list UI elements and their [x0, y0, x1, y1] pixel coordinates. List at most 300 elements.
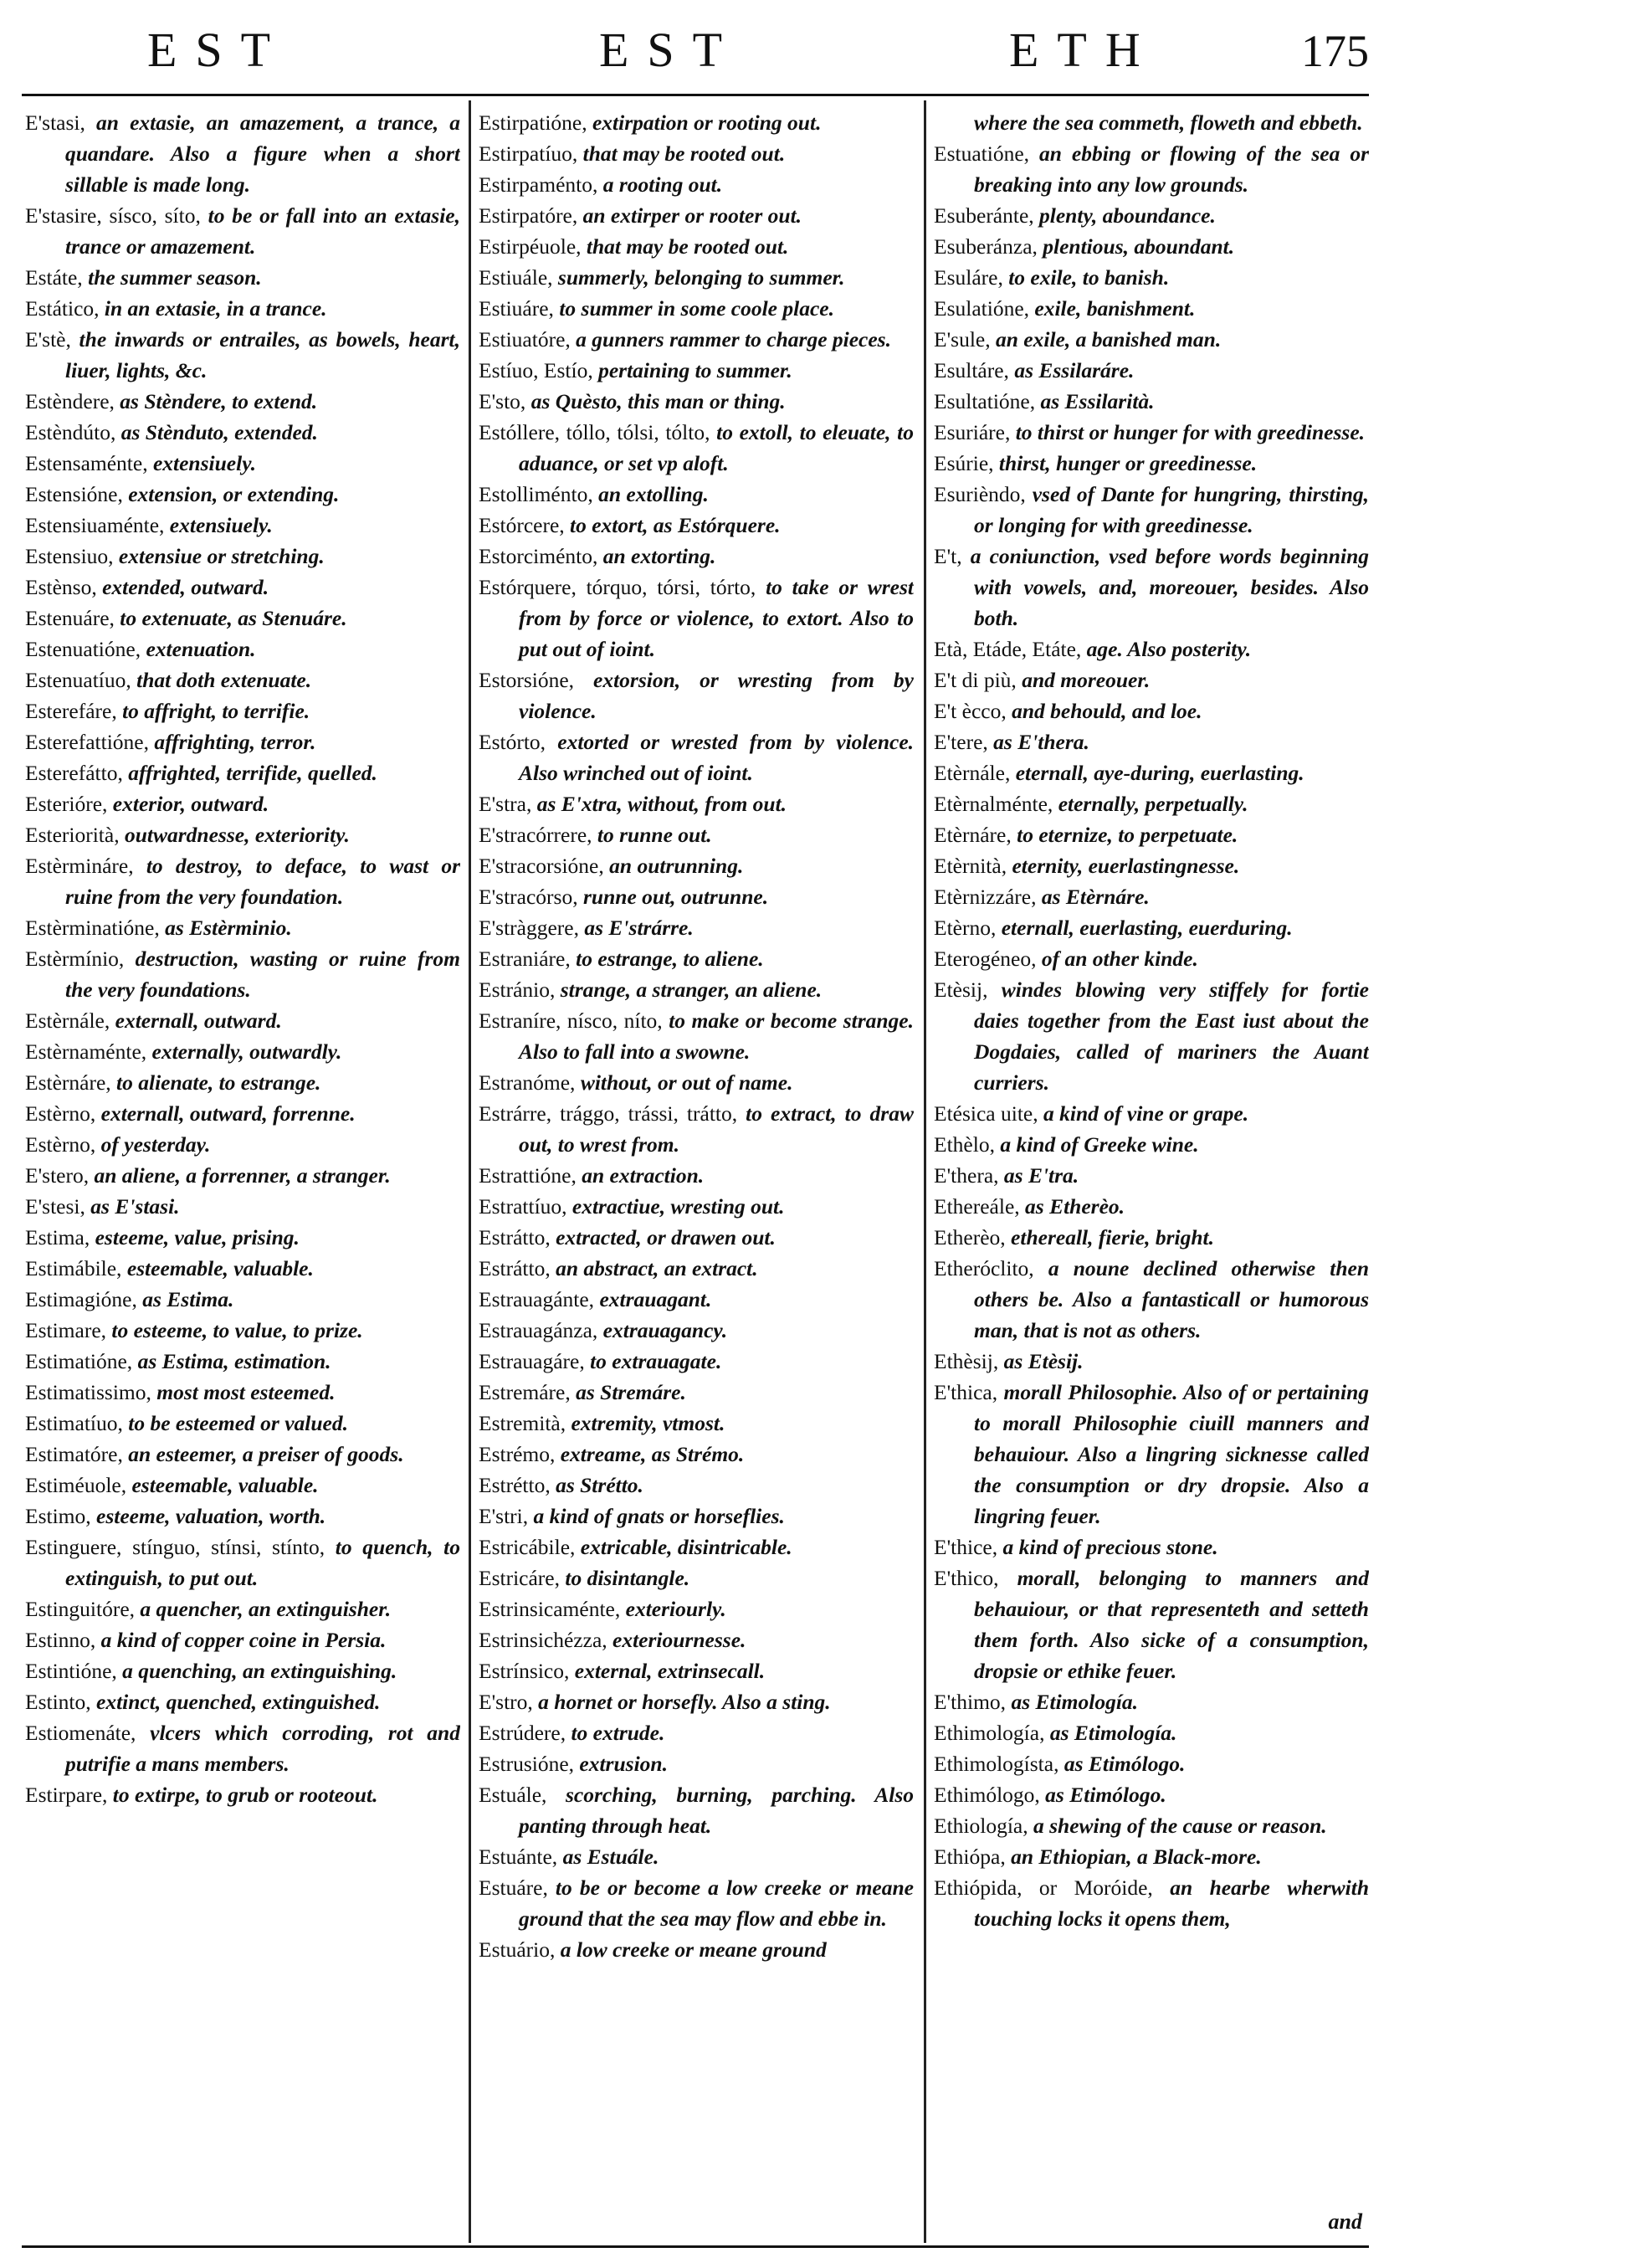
dictionary-entry	[25, 1439, 460, 1470]
dictionary-entry	[934, 386, 1369, 417]
dictionary-entry	[25, 1036, 460, 1067]
entry-headword: Estirpatóre,	[479, 203, 578, 228]
entry-definition: exteriourly.	[625, 1597, 726, 1621]
entry-headword: Estirpatíuo,	[479, 141, 578, 166]
entry-headword: Estrárre, trággo, trássi, trátto,	[479, 1101, 738, 1126]
dictionary-entry	[479, 262, 914, 293]
dictionary-entry	[479, 1624, 914, 1655]
dictionary-entry	[479, 1005, 914, 1067]
entry-headword: Ethiología,	[934, 1814, 1028, 1838]
entry-definition: exteriournesse.	[612, 1628, 746, 1652]
entry-headword: Estimo,	[25, 1504, 91, 1528]
entry-headword: Estiméuole,	[25, 1473, 127, 1497]
entry-definition: externall, outward, forrenne.	[100, 1101, 356, 1126]
entry-headword: Ethèlo,	[934, 1132, 995, 1157]
dictionary-entry	[934, 1129, 1369, 1160]
dictionary-entry	[934, 634, 1369, 664]
entry-headword: Esuberánza,	[934, 234, 1038, 259]
entry-headword: Ethimólogo,	[934, 1783, 1040, 1807]
dictionary-entry	[479, 1160, 914, 1191]
entry-headword: Estiuatóre,	[479, 327, 571, 351]
dictionary-entry	[934, 479, 1369, 541]
entry-definition: externally, outwardly.	[151, 1039, 342, 1064]
entry-headword: Estènso,	[25, 575, 97, 599]
entry-definition: a low creeke or meane ground	[560, 1937, 827, 1962]
dictionary-entry	[479, 1098, 914, 1160]
dictionary-entry	[479, 355, 914, 386]
entry-definition: of an other kinde.	[1041, 947, 1198, 971]
entry-headword: E'stasi,	[25, 110, 85, 135]
dictionary-entry	[934, 200, 1369, 231]
entry-headword: Etèrnizzáre,	[934, 885, 1037, 909]
entry-definition: extractiue, wresting out.	[571, 1194, 785, 1219]
dictionary-entry	[479, 1439, 914, 1470]
dictionary-entry	[25, 1005, 460, 1036]
entry-definition: to extract, to draw out, to wrest from.	[519, 1101, 914, 1157]
dictionary-entry	[479, 386, 914, 417]
entry-headword: Estrémo,	[479, 1442, 556, 1466]
entry-definition: extrauagant.	[599, 1287, 712, 1311]
dictionary-entry	[25, 603, 460, 634]
dictionary-entry	[934, 664, 1369, 695]
entry-definition: exile, banishment.	[1034, 296, 1196, 321]
catchword: and	[1328, 2209, 1362, 2234]
header-word-left: EST	[147, 23, 290, 77]
dictionary-entry	[934, 355, 1369, 386]
entry-definition: as Essilarità.	[1040, 389, 1155, 413]
entry-headword: E'stè,	[25, 327, 71, 351]
entry-definition: a quencher, an extinguisher.	[140, 1597, 392, 1621]
entry-definition: extrauagancy.	[602, 1318, 728, 1342]
entry-definition: an outrunning.	[609, 854, 744, 878]
entry-headword: Estenuáre,	[25, 606, 115, 630]
entry-definition: to summer in some coole place.	[559, 296, 834, 321]
entry-headword: E'stra,	[479, 792, 532, 816]
dictionary-entry	[479, 1593, 914, 1624]
dictionary-entry	[25, 1377, 460, 1408]
entry-headword: Etèrno,	[934, 916, 997, 940]
entry-definition: to destroy, to deface, to wast or ruine from the very foundation.	[65, 854, 460, 909]
entry-headword: Estraniáre,	[479, 947, 571, 971]
dictionary-entry	[479, 726, 914, 788]
entry-definition: a gunners rammer to charge pieces.	[576, 327, 891, 351]
dictionary-entry	[934, 1253, 1369, 1346]
entry-headword: Estranóme,	[479, 1070, 576, 1095]
entry-definition: esteemable, valuable.	[126, 1256, 314, 1280]
dictionary-entry	[25, 1346, 460, 1377]
entry-headword: Estinto,	[25, 1690, 91, 1714]
entry-definition: plenty, aboundance.	[1039, 203, 1216, 228]
dictionary-entry	[25, 386, 460, 417]
entry-headword: Ethiópida, or Moróide,	[934, 1875, 1153, 1900]
dictionary-entry	[25, 912, 460, 943]
entry-headword: Estuário,	[479, 1937, 556, 1962]
entry-headword: Etèrnále,	[934, 761, 1011, 785]
entry-headword: E'stesi,	[25, 1194, 85, 1219]
entry-definition: extracted, or drawen out.	[556, 1225, 776, 1249]
entry-headword: Esterefáre,	[25, 699, 117, 723]
dictionary-entry	[479, 1686, 914, 1717]
dictionary-entry	[25, 1191, 460, 1222]
dictionary-entry	[479, 107, 914, 138]
dictionary-entry	[934, 1191, 1369, 1222]
entry-headword: Esterióre,	[25, 792, 108, 816]
dictionary-entry	[25, 417, 460, 448]
entry-definition: a hornet or horsefly. Also a sting.	[538, 1690, 831, 1714]
entry-headword: Estuáre,	[479, 1875, 548, 1900]
entry-headword: Estorsióne,	[479, 668, 575, 692]
dictionary-entry	[25, 510, 460, 541]
entry-definition: as Estima.	[142, 1287, 234, 1311]
entry-definition: as Etimólogo.	[1064, 1752, 1186, 1776]
dictionary-entry	[934, 1377, 1369, 1532]
dictionary-entry	[934, 1717, 1369, 1748]
dictionary-entry	[25, 1253, 460, 1284]
entry-definition: as Estima, estimation.	[137, 1349, 331, 1373]
entry-headword: Estrinsichézza,	[479, 1628, 607, 1652]
entry-headword: Etèsij,	[934, 977, 988, 1002]
entry-headword: Estuále,	[479, 1783, 547, 1807]
dictionary-entry	[479, 1222, 914, 1253]
dictionary-entry	[25, 726, 460, 757]
entry-definition: a kind of vine or grape.	[1043, 1101, 1249, 1126]
dictionary-entry	[934, 262, 1369, 293]
entry-definition: eternity, euerlastingnesse.	[1012, 854, 1240, 878]
entry-definition: ethereall, fierie, bright.	[1011, 1225, 1214, 1249]
entry-definition: externall, outward.	[115, 1008, 282, 1033]
entry-headword: Estèrno,	[25, 1101, 96, 1126]
entry-definition: extinct, quenched, extinguished.	[96, 1690, 381, 1714]
dictionary-entry	[479, 1841, 914, 1872]
dictionary-entry	[25, 1655, 460, 1686]
entry-headword: Estimagióne,	[25, 1287, 137, 1311]
entry-definition: outwardnesse, exteriority.	[124, 823, 350, 847]
entry-headword: Estimábile,	[25, 1256, 122, 1280]
entry-definition: and behould, and loe.	[1012, 699, 1202, 723]
dictionary-entry	[934, 1841, 1369, 1872]
entry-definition: eternall, aye-during, euerlasting.	[1015, 761, 1304, 785]
dictionary-entry	[25, 1470, 460, 1501]
entry-definition: extirpation or rooting out.	[592, 110, 822, 135]
entry-definition: the summer season.	[88, 265, 262, 290]
dictionary-entry	[934, 757, 1369, 788]
dictionary-entry	[25, 1593, 460, 1624]
entry-headword: E'thera,	[934, 1163, 999, 1188]
column-divider-1	[469, 100, 471, 2243]
entry-headword: E'stracórrere,	[479, 823, 592, 847]
entry-definition: to extirpe, to grub or rooteout.	[112, 1783, 378, 1807]
entry-headword: Esultáre,	[934, 358, 1009, 382]
entry-definition: to disintangle.	[565, 1566, 690, 1590]
entry-definition: esteeme, valuation, worth.	[96, 1504, 326, 1528]
entry-headword: Esuriáre,	[934, 420, 1011, 444]
dictionary-entry	[25, 324, 460, 386]
dictionary-entry	[25, 695, 460, 726]
entry-headword: Ethereále,	[934, 1194, 1020, 1219]
dictionary-entry	[479, 1346, 914, 1377]
dictionary-entry	[934, 881, 1369, 912]
dictionary-entry	[479, 510, 914, 541]
entry-headword: Estrátto,	[479, 1225, 551, 1249]
dictionary-entry	[25, 448, 460, 479]
dictionary-entry	[25, 1686, 460, 1717]
entry-definition: a shewing of the cause or reason.	[1033, 1814, 1327, 1838]
dictionary-entry	[25, 1284, 460, 1315]
dictionary-entry	[479, 1253, 914, 1284]
entry-headword: E't,	[934, 544, 962, 568]
entry-definition: as Estèrminio.	[165, 916, 292, 940]
column-divider-2	[924, 100, 926, 2243]
entry-definition: extensiuely.	[169, 513, 273, 537]
entry-headword: Estrínsico,	[479, 1659, 570, 1683]
entry-headword: Estorciménto,	[479, 544, 598, 568]
dictionary-entry	[479, 1377, 914, 1408]
entry-definition: without, or out of name.	[580, 1070, 793, 1095]
entry-headword: Etèrnalménte,	[934, 792, 1053, 816]
entry-definition: a kind of copper coine in Persia.	[100, 1628, 387, 1652]
entry-definition: pertaining to summer.	[598, 358, 792, 382]
entry-headword: E't di più,	[934, 668, 1017, 692]
dictionary-entry	[479, 850, 914, 881]
dictionary-entry	[25, 1129, 460, 1160]
entry-headword: Estrauagánte,	[479, 1287, 595, 1311]
entry-definition: extorsion, or wresting from by violence.	[519, 668, 914, 723]
entry-definition: esteeme, value, prising.	[95, 1225, 300, 1249]
entry-definition: plentious, aboundant.	[1043, 234, 1235, 259]
entry-headword: Estirpaménto,	[479, 172, 598, 197]
entry-headword: E'stero,	[25, 1163, 90, 1188]
entry-headword: Ethimologísta,	[934, 1752, 1059, 1776]
dictionary-entry	[934, 541, 1369, 634]
entry-definition: as Etèsij.	[1003, 1349, 1084, 1373]
dictionary-entry	[25, 1098, 460, 1129]
entry-definition: as E'stasi.	[90, 1194, 180, 1219]
running-header	[22, 17, 1369, 92]
entry-definition: as Stèndere, to extend.	[120, 389, 318, 413]
dictionary-entry	[25, 1315, 460, 1346]
entry-definition: vsed of Dante for hungring, thirsting, or longing for with greedinesse.	[974, 482, 1369, 537]
entry-definition: as Etimología.	[1011, 1690, 1139, 1714]
dictionary-entry	[934, 1098, 1369, 1129]
entry-headword: Estrattióne,	[479, 1163, 577, 1188]
header-word-center: EST	[599, 23, 741, 77]
entry-definition: to be or become a low creeke or meane ground that the sea may flow and ebbe in.	[519, 1875, 914, 1931]
entry-definition: as E'thera.	[993, 730, 1089, 754]
entry-definition: an extraction.	[582, 1163, 705, 1188]
dictionary-entry	[479, 324, 914, 355]
entry-definition: to be or fall into an extasie, trance or amazement.	[65, 203, 460, 259]
entry-headword: Estimatíuo,	[25, 1411, 123, 1435]
entry-definition: as Etherèo.	[1025, 1194, 1125, 1219]
entry-headword: E'stri,	[479, 1504, 529, 1528]
dictionary-entry	[479, 788, 914, 819]
dictionary-entry	[25, 634, 460, 664]
entry-headword: Esterefattióne,	[25, 730, 149, 754]
dictionary-entry	[479, 200, 914, 231]
dictionary-entry	[934, 107, 1369, 138]
entry-definition: to be esteemed or valued.	[128, 1411, 348, 1435]
dictionary-entry	[479, 1934, 914, 1965]
dictionary-entry	[934, 943, 1369, 974]
entry-definition: in an extasie, in a trance.	[104, 296, 327, 321]
entry-definition: that doth extenuate.	[136, 668, 312, 692]
entry-headword: Esuláre,	[934, 265, 1003, 290]
entry-definition: a kind of gnats or horseflies.	[533, 1504, 785, 1528]
dictionary-entry	[25, 943, 460, 1005]
dictionary-entry	[934, 448, 1369, 479]
entry-headword: E'stràggere,	[479, 916, 579, 940]
entry-definition: to make or become strange. Also to fall into a swowne.	[519, 1008, 914, 1064]
entry-headword: Estíuo, Estío,	[479, 358, 593, 382]
dictionary-entry	[25, 757, 460, 788]
entry-definition: extensiuely.	[152, 451, 256, 475]
entry-headword: Estrusióne,	[479, 1752, 575, 1776]
entry-definition: to eternize, to perpetuate.	[1017, 823, 1238, 847]
dictionary-entry	[934, 695, 1369, 726]
entry-headword: E'stro,	[479, 1690, 533, 1714]
dictionary-entry	[479, 138, 914, 169]
entry-definition: to esteeme, to value, to prize.	[111, 1318, 363, 1342]
dictionary-entry	[934, 1686, 1369, 1717]
entry-definition: as Estuále.	[562, 1845, 659, 1869]
dictionary-entry	[25, 200, 460, 262]
dictionary-entry	[934, 1346, 1369, 1377]
dictionary-entry	[479, 1779, 914, 1841]
entry-headword: Estinguere, stínguo, stínsi, stínto,	[25, 1535, 325, 1559]
entry-headword: Estóllere, tóllo, tólsi, tólto,	[479, 420, 710, 444]
entry-headword: Estèndere,	[25, 389, 115, 413]
dictionary-entry	[25, 664, 460, 695]
dictionary-entry	[479, 1284, 914, 1315]
entry-definition: the inwards or entrailes, as bowels, heart, liuer, lights, &c.	[65, 327, 460, 382]
entry-headword: E'thice,	[934, 1535, 998, 1559]
entry-definition: to affright, to terrifie.	[122, 699, 310, 723]
entry-headword: Estensiuaménte,	[25, 513, 165, 537]
entry-definition: esteemable, valuable.	[131, 1473, 319, 1497]
dictionary-entry	[934, 1222, 1369, 1253]
entry-headword: Estirpatióne,	[479, 110, 587, 135]
dictionary-entry	[479, 1562, 914, 1593]
dictionary-entry	[479, 912, 914, 943]
entry-definition: an ebbing or flowing of the sea or breaking into any low grounds.	[974, 141, 1369, 197]
entry-definition: affrighted, terrifide, quelled.	[128, 761, 377, 785]
entry-headword: Ethiópa,	[934, 1845, 1006, 1869]
entry-definition: extrusion.	[579, 1752, 668, 1776]
dictionary-entry	[25, 1160, 460, 1191]
entry-definition: windes blowing very stiffely for fortie daies together from the East iust about the Dogdaies, called of mariners the Auant curriers.	[974, 977, 1369, 1095]
entry-definition: morall Philosophie. Also of or pertaining to morall Philosophie ciuill manners and behauiour. Also a lingring sicknesse called the consumption or dry dropsie. Also a lingring feuer.	[974, 1380, 1369, 1528]
dictionary-entry	[479, 1470, 914, 1501]
dictionary-entry	[25, 1717, 460, 1779]
entry-headword: Estraníre, nísco, níto,	[479, 1008, 663, 1033]
entry-definition: extensiue or stretching.	[118, 544, 325, 568]
entry-definition: eternally, perpetually.	[1058, 792, 1248, 816]
entry-headword: Etèrnità,	[934, 854, 1007, 878]
dictionary-entry	[934, 819, 1369, 850]
dictionary-entry	[25, 1532, 460, 1593]
entry-headword: Estensióne,	[25, 482, 123, 506]
dictionary-entry	[934, 1810, 1369, 1841]
entry-headword: Estirpéuole,	[479, 234, 582, 259]
entry-headword: Estenuatióne,	[25, 637, 141, 661]
entry-definition: to extort, as Estórquere.	[570, 513, 781, 537]
entry-headword: Estenuatíuo,	[25, 668, 131, 692]
entry-definition: to quench, to extinguish, to put out.	[65, 1535, 460, 1590]
entry-headword: Etésica uite,	[934, 1101, 1038, 1126]
dictionary-entry	[479, 541, 914, 572]
dictionary-entry	[934, 974, 1369, 1098]
entry-headword: E'stasire, sísco, síto,	[25, 203, 201, 228]
dictionary-entry	[479, 974, 914, 1005]
entry-definition: as Etèrnáre.	[1041, 885, 1150, 909]
entry-headword: Ethimología,	[934, 1721, 1045, 1745]
dictionary-entry	[934, 417, 1369, 448]
entry-definition: to thirst or hunger for with greedinesse.	[1015, 420, 1366, 444]
entry-headword: Estintióne,	[25, 1659, 117, 1683]
dictionary-entry	[479, 293, 914, 324]
entry-headword: E'stracórso,	[479, 885, 578, 909]
entry-headword: Estremità,	[479, 1411, 566, 1435]
column-3	[934, 107, 1369, 2237]
dictionary-entry	[934, 1532, 1369, 1562]
dictionary-entry	[934, 912, 1369, 943]
entry-headword: Estránio,	[479, 977, 556, 1002]
entry-headword: Esulatióne,	[934, 296, 1030, 321]
dictionary-entry	[934, 293, 1369, 324]
dictionary-entry	[479, 1191, 914, 1222]
entry-definition: to estrange, to aliene.	[576, 947, 764, 971]
entry-definition: an exile, a banished man.	[996, 327, 1222, 351]
entry-headword: Estinguitóre,	[25, 1597, 136, 1621]
entry-headword: Estimatióne,	[25, 1349, 133, 1373]
entry-definition: exterior, outward.	[112, 792, 269, 816]
entry-definition: runne out, outrunne.	[582, 885, 769, 909]
dictionary-entry	[934, 1160, 1369, 1191]
entry-definition: summerly, belonging to summer.	[557, 265, 845, 290]
entry-definition: to exile, to banish.	[1008, 265, 1170, 290]
dictionary-entry	[25, 819, 460, 850]
entry-headword: Estrúdere,	[479, 1721, 566, 1745]
dictionary-entry	[479, 1872, 914, 1934]
entry-headword: Esterefátto,	[25, 761, 123, 785]
entry-definition: extremity, vtmost.	[571, 1411, 725, 1435]
dictionary-entry	[479, 1315, 914, 1346]
dictionary-entry	[25, 1408, 460, 1439]
entry-headword: E'thica,	[934, 1380, 998, 1404]
entry-definition: to runne out.	[597, 823, 712, 847]
entry-headword: Estuánte,	[479, 1845, 558, 1869]
dictionary-entry	[25, 572, 460, 603]
entry-headword: Estórto,	[479, 730, 546, 754]
dictionary-entry	[479, 417, 914, 479]
entry-definition: most most esteemed.	[156, 1380, 336, 1404]
header-rule	[22, 94, 1369, 96]
entry-definition: age. Also posterity.	[1086, 637, 1252, 661]
entry-headword: Estèrnáre,	[25, 1070, 111, 1095]
dictionary-entry	[25, 541, 460, 572]
entry-headword: Età, Etáde, Etáte,	[934, 637, 1082, 661]
dictionary-entry	[25, 1222, 460, 1253]
entry-headword: Estirpare,	[25, 1783, 108, 1807]
dictionary-entry	[479, 664, 914, 726]
entry-headword: Estèrminatióne,	[25, 916, 160, 940]
dictionary-entry	[25, 262, 460, 293]
entry-definition: eternall, euerlasting, euerduring.	[1001, 916, 1293, 940]
entry-definition: an hearbe wherwith touching locks it opens them,	[974, 1875, 1369, 1931]
entry-definition: where the sea commeth, floweth and ebbeth.	[974, 110, 1363, 135]
dictionary-entry	[479, 1408, 914, 1439]
entry-headword: Esuberánte,	[934, 203, 1034, 228]
